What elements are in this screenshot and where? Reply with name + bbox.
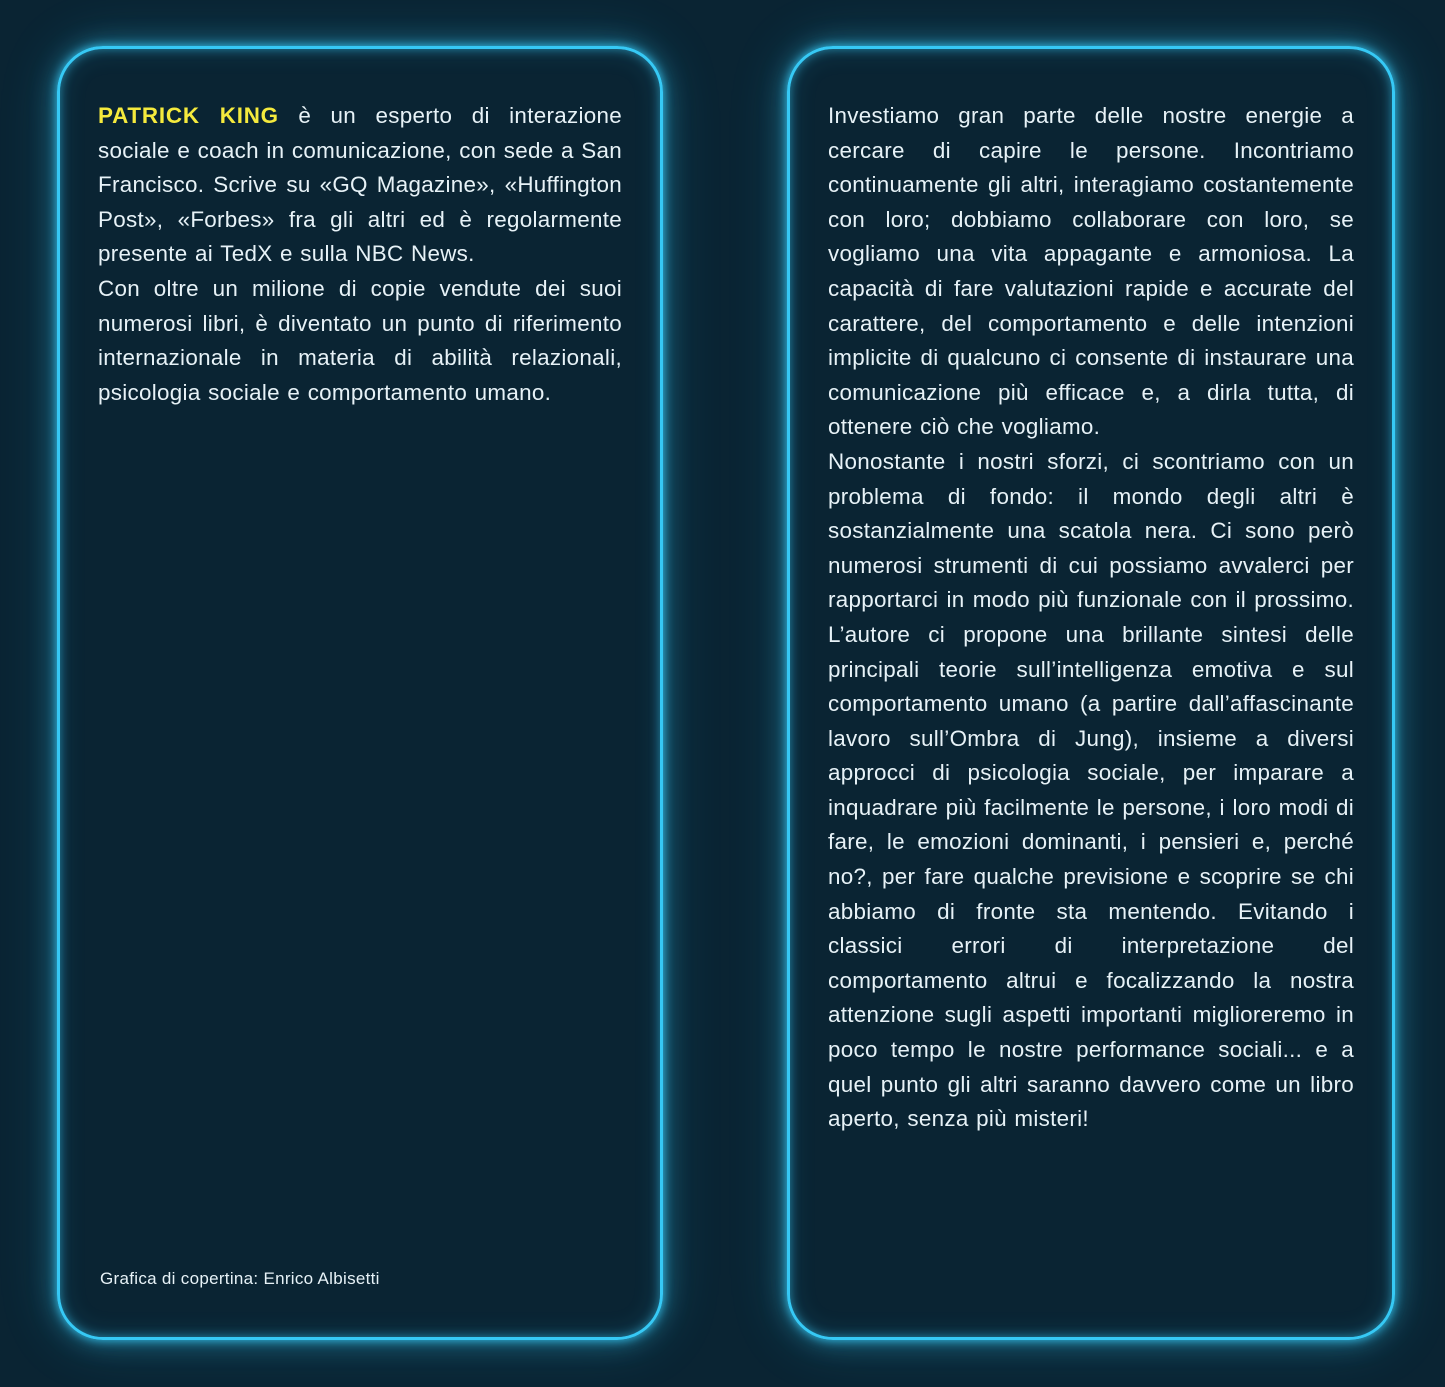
synopsis-block	[828, 99, 1354, 1137]
synopsis-paragraph-2: Nonostante i nostri sforzi, ci scontriamo con un problema di fondo: il mondo degli altri è sostanzialmente una scatola nera. Ci sono però numerosi strumenti di cui possiamo avvalerci per rapportarci in modo più funzionale con il prossimo. L’autore ci propone una brillante sintesi delle principali teorie sull’intelligenza emotiva e sul comportamento umano (a partire dall’affascinante lavoro sull’Ombra di Jung), insieme a diversi approcci di psicologia sociale, per imparare a inquadrare più facilmente le persone, i loro modi di fare, le emozioni dominanti, i pensieri e, perché no?, per fare qualche previsione e scoprire se chi abbiamo di fronte sta mentendo. Evitando i classici errori di interpretazione del comportamento altrui e focalizzando la nostra attenzione sugli aspetti importanti miglioreremo in poco tempo le nostre performance sociali... e a quel punto gli altri saranno davvero come un libro aperto, senza più misteri!	[828, 448, 1354, 1132]
author-name: PATRICK KING	[98, 103, 279, 128]
author-bio-paragraph-2: Con oltre un milione di copie vendute dei suoi numerosi libri, è diventato un punto di riferimento internazionale in materia di abilità relazionali, psicologia sociale e comportamento umano.	[98, 275, 622, 405]
author-bio-block	[98, 99, 622, 410]
author-bio-text: è un esperto di interazione sociale e coach in comunicazione, con sede a San Francisco. Scrive su «GQ Magazine», «Huffington Post», «Forbes» fra gli altri ed è regolarmente presente ai TedX e sulla NBC News.	[98, 103, 623, 267]
right-flap-panel	[787, 46, 1395, 1340]
synopsis-paragraph-1: Investiamo gran parte delle nostre energie a cercare di capire le persone. Incontriamo continuamente gli altri, interagiamo costantemente con loro; dobbiamo collaborare con loro, se vogliamo una vita appagante e armoniosa. La capacità di fare valutazioni rapide e accurate del carattere, del comportamento e delle intenzioni implicite di qualcuno ci consente di instaurare una comunicazione più efficace e, a dirla tutta, di ottenere ciò che vogliamo.	[828, 103, 1354, 440]
author-bio-paragraph	[98, 99, 622, 272]
left-flap-panel	[57, 46, 663, 1340]
cover-design-credit: Grafica di copertina: Enrico Albisetti	[100, 1269, 380, 1288]
